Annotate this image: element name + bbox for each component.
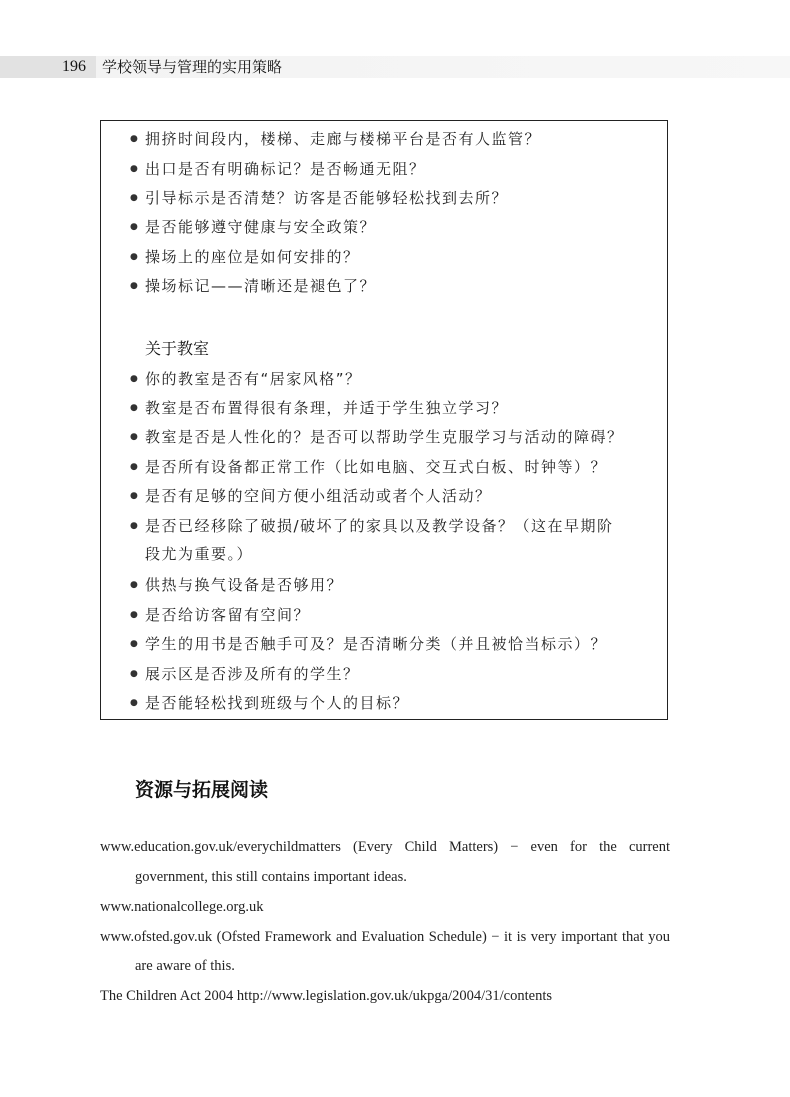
checklist-box [100, 120, 668, 720]
checklist-item: ● 教室是否布置得很有条理，并适于学生独立学习？ [145, 394, 508, 422]
checklist-item: ● 引导标示是否清楚？访客是否能够轻松找到去所？ [145, 184, 508, 212]
checklist-item: ● 教室是否是人性化的？是否可以帮助学生克服学习与活动的障碍？ [145, 423, 624, 451]
checklist-item: ● 操场上的座位是如何安排的？ [145, 243, 360, 271]
checklist-item: ● 供热与换气设备是否够用？ [145, 571, 343, 599]
checklist-item-continuation: 段尤为重要。） [145, 545, 254, 563]
checklist-item: ● 展示区是否涉及所有的学生？ [145, 660, 360, 688]
checklist-item: ● 学生的用书是否触手可及？是否清晰分类（并且被恰当标示）？ [145, 630, 607, 658]
checklist-item: ● 出口是否有明确标记？是否畅通无阻？ [145, 155, 426, 183]
page-number: 196 [62, 58, 86, 75]
resource-line: www.nationalcollege.org.uk [100, 899, 264, 915]
resource-line-continuation: are aware of this. [135, 958, 235, 974]
resource-line: www.ofsted.gov.uk (Ofsted Framework and Evaluation Schedule) − it is very important that you [100, 929, 670, 945]
checklist-item: ● 操场标记——清晰还是褪色了？ [145, 272, 376, 300]
resource-line-continuation: government, this still contains important ideas. [135, 869, 407, 885]
checklist-item: ● 是否有足够的空间方便小组活动或者个人活动？ [145, 482, 492, 510]
checklist-item: ● 是否能轻松找到班级与个人的目标？ [145, 689, 409, 717]
book-title: 学校领导与管理的实用策略 [102, 58, 283, 76]
checklist-item: ● 拥挤时间段内，楼梯、走廊与楼梯平台是否有人监管？ [145, 125, 541, 153]
checklist-item: ● 是否已经移除了破损/破坏了的家具以及教学设备？（这在早期阶 [145, 512, 614, 540]
resources-heading: 资源与拓展阅读 [135, 779, 269, 801]
checklist-item: ● 是否能够遵守健康与安全政策？ [145, 213, 376, 241]
checklist-item: ● 你的教室是否有“居家风格”？ [145, 365, 362, 393]
checklist-item: ● 是否给访客留有空间？ [145, 601, 310, 629]
checklist-item: ● 是否所有设备都正常工作（比如电脑、交互式白板、时钟等）？ [145, 453, 607, 481]
classroom-heading: 关于教室 [145, 339, 210, 358]
resource-line: The Children Act 2004 http://www.legislation.gov.uk/ukpga/2004/31/contents [100, 988, 552, 1004]
resource-line: www.education.gov.uk/everychildmatters (Every Child Matters) − even for the current [100, 839, 670, 855]
